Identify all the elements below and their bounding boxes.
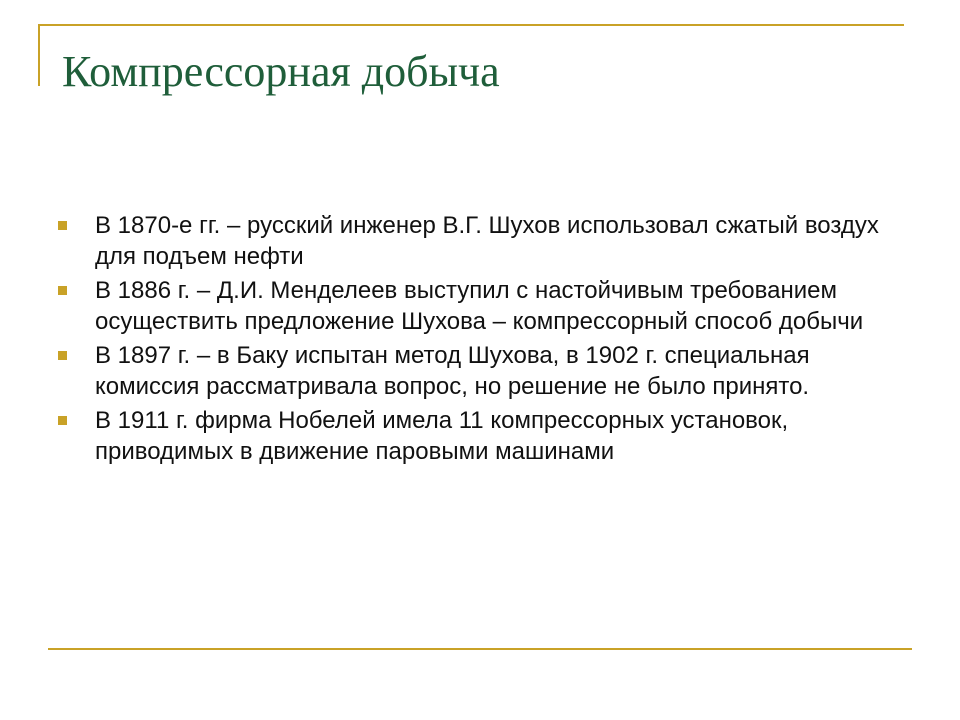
square-bullet-icon — [58, 416, 67, 425]
bullet-item — [58, 340, 898, 402]
square-bullet-icon — [58, 286, 67, 295]
bullet-text: В 1897 г. – в Баку испытан метод Шухова, в 1902 г. специальная комиссия рассматривала вопрос, но решение не было принято. — [95, 342, 810, 400]
slide-title: Компрессорная добыча — [62, 47, 500, 96]
bullet-text: В 1870-е гг. – русский инженер В.Г. Шухов использовал сжатый воздух для подъем нефти — [95, 212, 879, 270]
top-rule — [38, 24, 904, 26]
bullet-item — [58, 405, 898, 467]
left-rule — [38, 24, 40, 86]
square-bullet-icon — [58, 221, 67, 230]
bullet-item — [58, 275, 898, 337]
square-bullet-icon — [58, 351, 67, 360]
bullet-list — [58, 210, 898, 470]
bullet-text: В 1911 г. фирма Нобелей имела 11 компрессорных установок, приводимых в движение паровыми машинами — [95, 407, 789, 465]
bottom-rule — [48, 648, 912, 650]
bullet-item — [58, 210, 898, 272]
bullet-text: В 1886 г. – Д.И. Менделеев выступил с настойчивым требованием осуществить предложение Шухова – компрессорный способ добычи — [95, 277, 864, 335]
